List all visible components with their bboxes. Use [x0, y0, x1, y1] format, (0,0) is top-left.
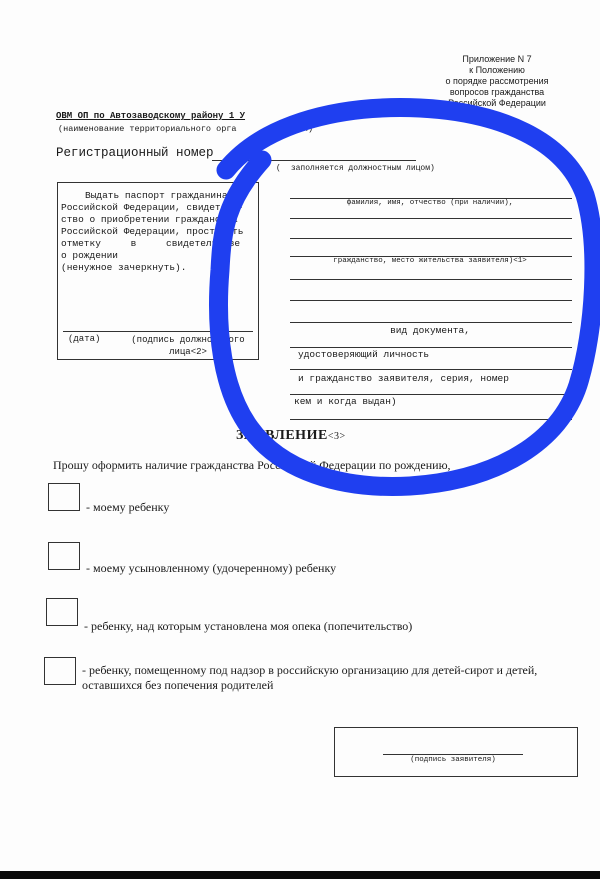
document-field-line[interactable]	[290, 369, 572, 370]
reg-note-text: заполняется должностным лицом)	[290, 164, 435, 173]
resolution-line: Российской Федерации, свидетель-	[61, 202, 244, 213]
resolution-line: отметку в свидетельстве	[61, 238, 241, 249]
applicant-signature-box[interactable]	[334, 727, 578, 777]
applicant-citizenship-caption: гражданство, место жительства заявителя)<1>	[333, 257, 527, 265]
registration-number-field[interactable]	[212, 160, 416, 161]
option-label-guardianship-child: - ребенку, над которым установлена моя опека (попечительство)	[84, 619, 413, 633]
document-field-line[interactable]	[290, 419, 572, 420]
applicant-field-line[interactable]	[290, 279, 572, 280]
resolution-sign-line[interactable]	[63, 331, 253, 332]
appendix-line: вопросов гражданства	[449, 87, 545, 97]
authority-name: ОВМ ОП по Автозаводскому району 1 У	[56, 111, 246, 121]
applicant-signature-caption: (подпись заявителя)	[410, 756, 496, 764]
resolution-line: Выдать паспорт гражданина	[85, 190, 228, 201]
appendix-line: Приложение N 7	[462, 54, 532, 64]
resolution-line: Российской Федерации, проставить	[61, 226, 244, 237]
document-field-line[interactable]	[290, 394, 572, 395]
appendix-line: к Положению	[469, 65, 525, 75]
statement-title	[236, 428, 346, 444]
appendix-note	[422, 54, 572, 109]
option-checkbox-orphan-care-child[interactable]	[44, 657, 76, 685]
document-caption-2: удостоверяющий личность	[298, 349, 430, 360]
appendix-line: о порядке рассмотрения	[445, 76, 549, 86]
document-field-line[interactable]	[290, 347, 572, 348]
document-caption-3: и гражданство заявителя, серия, номер	[298, 373, 509, 384]
document-type-caption: вид документа,	[390, 325, 470, 336]
document-caption-4: кем и когда выдан)	[294, 396, 397, 407]
registration-number-note	[276, 164, 435, 173]
scan-edge	[0, 871, 600, 879]
option-label-adopted-child: - моему усыновленному (удочеренному) ребенку	[86, 561, 337, 575]
option-checkbox-adopted-child[interactable]	[48, 542, 80, 570]
applicant-name-caption: фамилия, имя, отчество (при наличии),	[346, 199, 514, 207]
resolution-text	[61, 190, 253, 274]
resolution-line: ство о приобретении гражданства	[61, 214, 238, 225]
appendix-line: Российской Федерации	[448, 98, 546, 108]
authority-note-tail: оссии)	[282, 124, 314, 134]
registration-number-label: Регистрационный номер	[56, 146, 214, 160]
reg-note-prefix: (	[276, 164, 281, 173]
resolution-line: о рождении	[61, 250, 119, 261]
option-label-orphan-care-child: - ребенку, помещенному под надзор в российскую организацию для детей-сирот и детей, оставшихся без попечения родителей	[82, 663, 538, 692]
applicant-field-line[interactable]	[290, 218, 572, 219]
resolution-official-signature: (подпись должностного лица<2>	[131, 335, 245, 357]
option-checkbox-guardianship-child[interactable]	[46, 598, 78, 626]
applicant-field-line[interactable]	[290, 322, 572, 323]
statement-request: Прошу оформить наличие гражданства Российской Федерации по рождению,	[53, 458, 451, 472]
applicant-field-line[interactable]	[290, 300, 572, 301]
applicant-field-line[interactable]	[290, 238, 572, 239]
resolution-line: (ненужное зачеркнуть).	[61, 262, 187, 273]
statement-title-text: ЗАЯВЛЕНИЕ	[236, 428, 328, 443]
option-label-own-child: - моему ребенку	[86, 500, 170, 514]
applicant-signature-line[interactable]	[383, 754, 523, 755]
resolution-date: (дата)	[68, 334, 101, 344]
option-checkbox-own-child[interactable]	[48, 483, 80, 511]
authority-note-head: (наименование территориального орга	[58, 124, 237, 134]
authority-note	[58, 124, 313, 134]
statement-title-ref: <3>	[327, 431, 346, 442]
